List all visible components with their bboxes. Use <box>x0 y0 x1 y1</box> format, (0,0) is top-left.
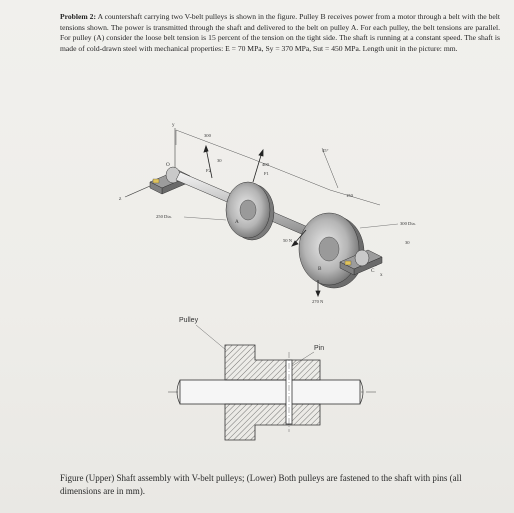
dia-300-label: 300 Dia. <box>400 221 416 226</box>
angle-45: 45° <box>322 148 329 153</box>
point-c-label: C <box>371 268 375 274</box>
point-o-label: O <box>166 162 170 168</box>
axis-y-label: y <box>172 122 175 128</box>
pulley-a <box>226 182 274 240</box>
dim-300: 300 <box>204 133 211 138</box>
dim-30-a: 30 <box>217 158 222 163</box>
label-pulley: Pulley <box>179 317 199 324</box>
label-pin: Pin <box>314 345 325 352</box>
force-f2-label: F2 <box>206 168 211 173</box>
figure-caption: Figure (Upper) Shaft assembly with V-belt pulleys; (Lower) Both pulleys are fastened to the shaft with pins (all dimensions are in mm). <box>60 473 462 496</box>
axis-x-label: x <box>380 272 383 278</box>
dim-400: 400 <box>262 162 269 167</box>
problem-heading: Problem 2: <box>60 12 96 21</box>
dia-250-leader <box>184 217 226 220</box>
pulley-b-label: B <box>318 266 322 272</box>
pulley-a-label: A <box>235 219 239 225</box>
axis-z-label: z <box>119 196 122 202</box>
dia-300-leader <box>360 224 398 228</box>
dim-30-b: 30 <box>405 240 410 245</box>
dim-150: 150 <box>346 193 353 198</box>
pulley-b <box>299 213 364 288</box>
force-270n-label: 270 N <box>312 299 324 304</box>
pulley-cross-section <box>168 345 378 440</box>
force-f1-label: F1 <box>264 171 269 176</box>
force-50n-label: 50 N <box>283 238 293 243</box>
pulley-leader <box>196 325 226 350</box>
dia-250-label: 250 Dia. <box>156 214 172 219</box>
problem-body: A countershaft carrying two V-belt pulleys is shown in the figure. Pulley B receives power from a motor through a belt with the belt tensions shown. The power is transmitted through the shaft and delivered to the belt on pulley A. For each pulley, the belt tensions are parallel. For pulley (A) consider the loose belt tension is 15 percent of the tension on the tight side. The shaft is running at a constant speed. The shaft is made of cold-drawn steel with mechanical properties: E = 70 MPa, Sy = 370 MPa, Sut = 450 MPa. Length unit in the picture: mm. <box>60 12 500 53</box>
